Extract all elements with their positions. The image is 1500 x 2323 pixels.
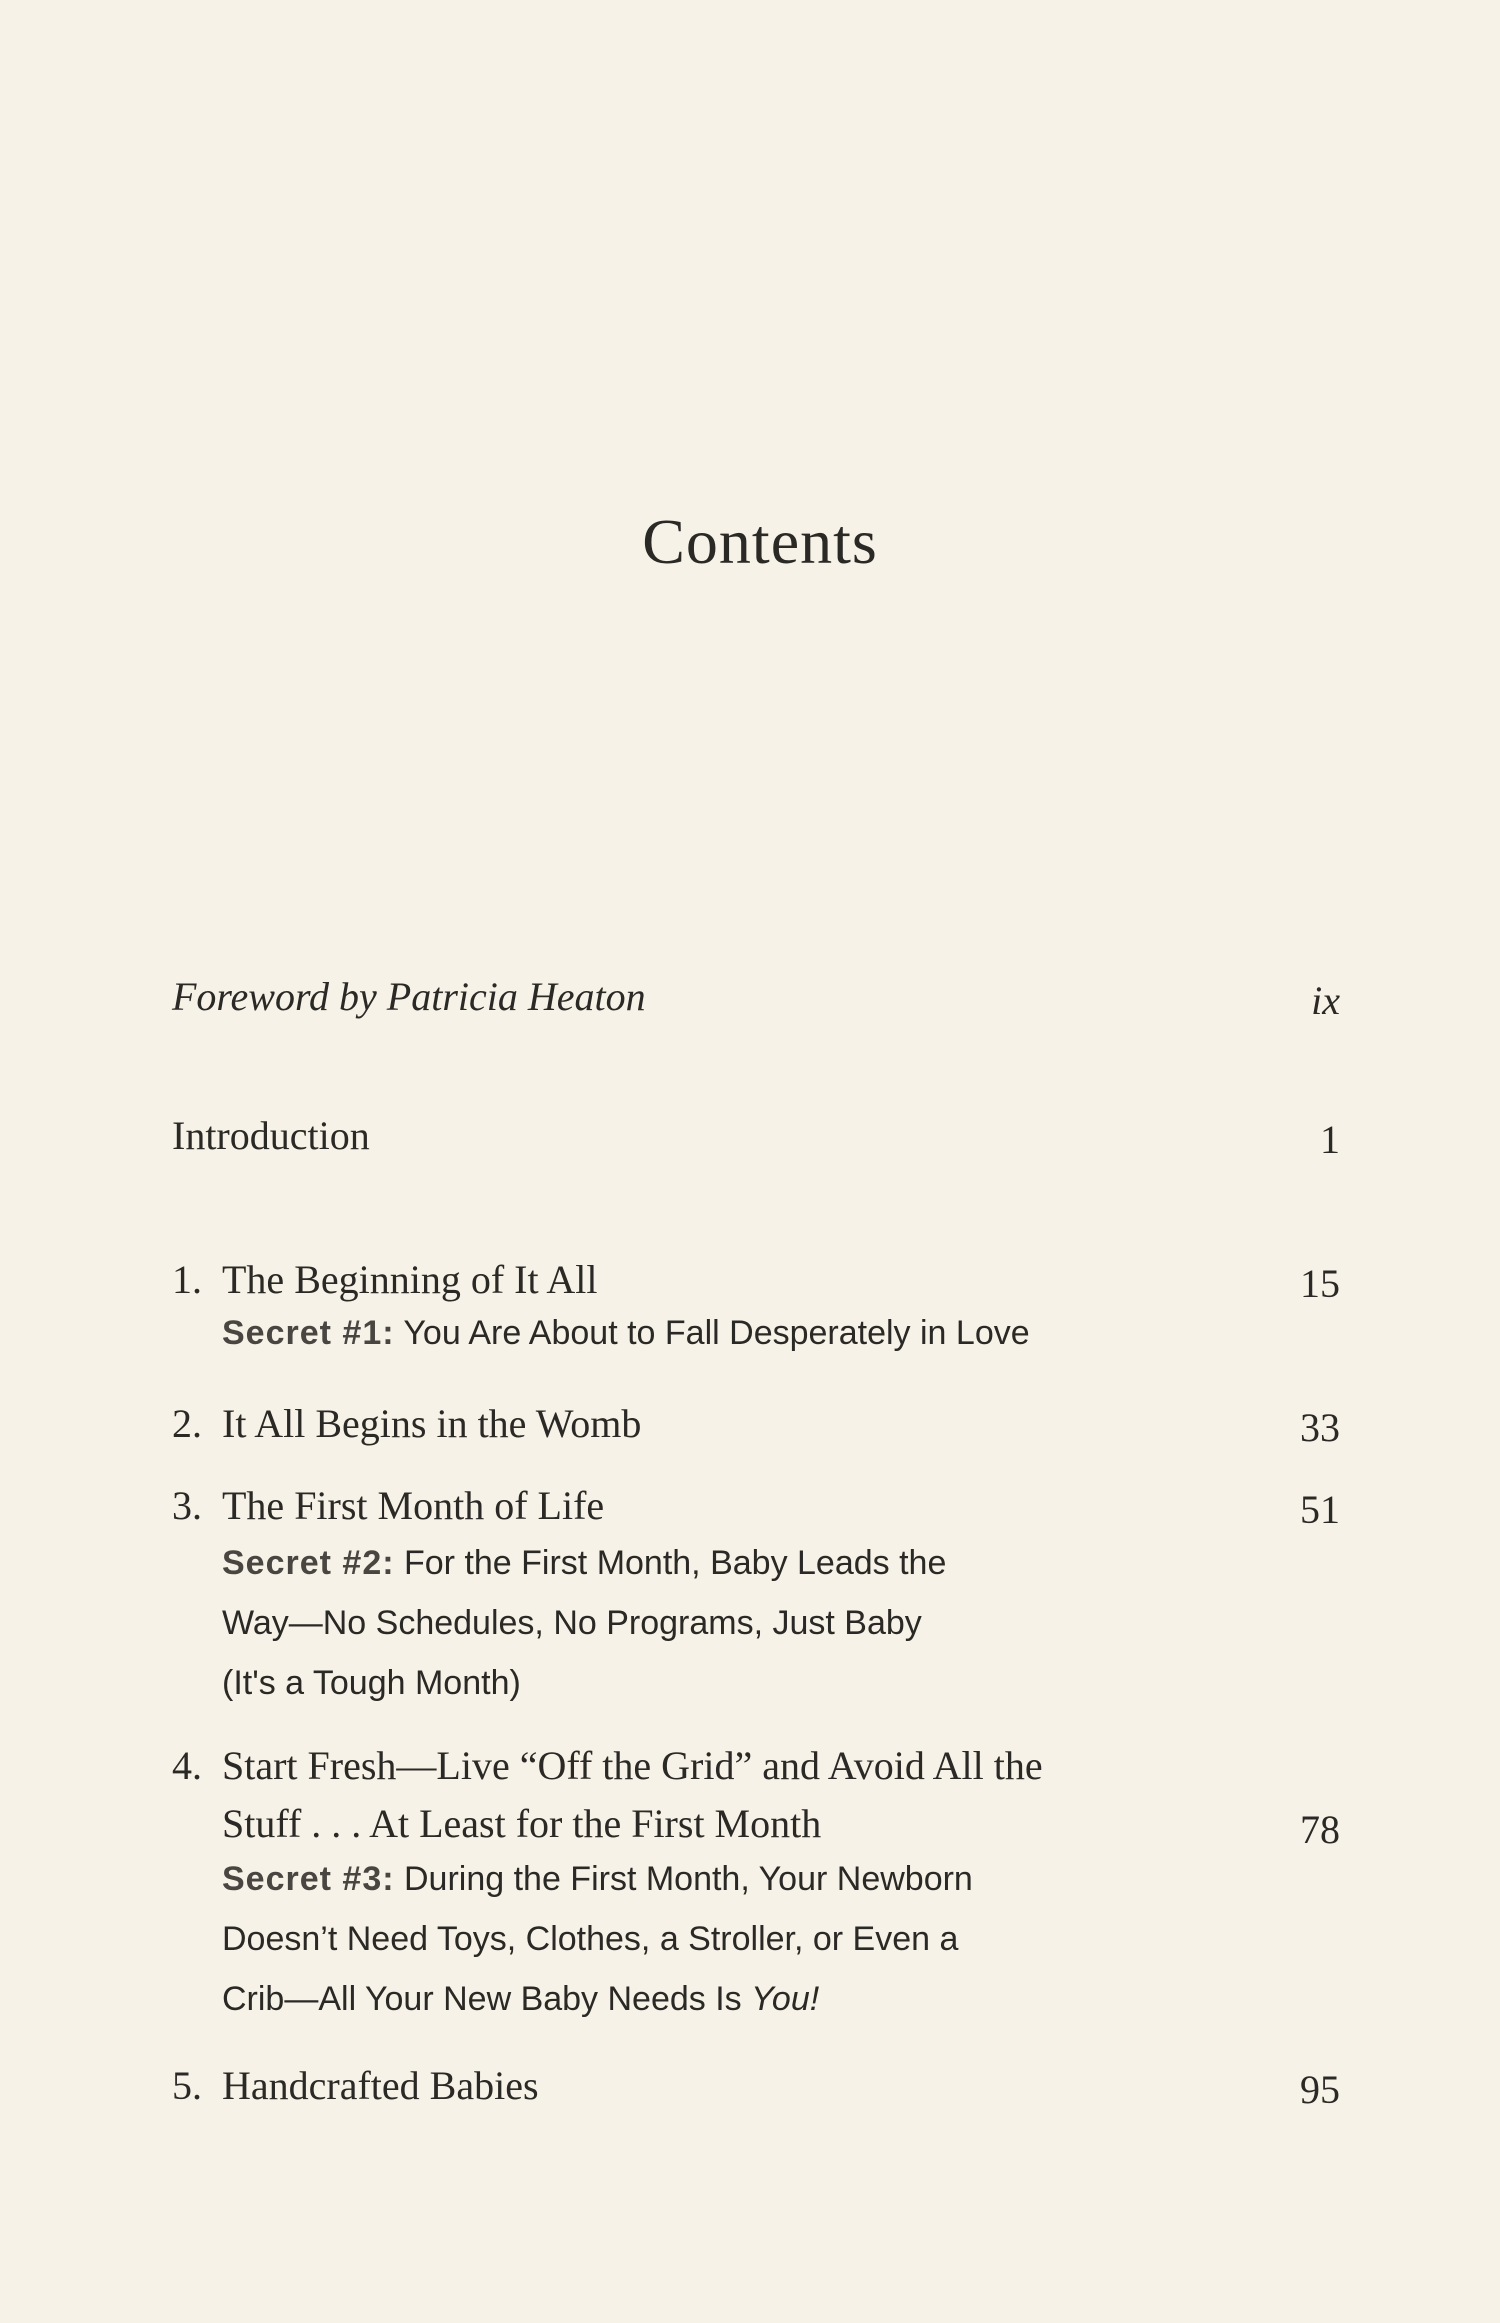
secret-line: For the First Month, Baby Leads the (394, 1544, 947, 1582)
secret-line: (It's a Tough Month) (222, 1664, 521, 1702)
chapter-title: The Beginning of It All (222, 1257, 598, 1302)
chapter-title: It All Begins in the Womb (222, 1401, 642, 1446)
page-number: ix (1311, 978, 1340, 1023)
entry-title: Introduction (172, 1113, 370, 1158)
page-number: 78 (1300, 1807, 1340, 1852)
chapter-title-line: Stuff . . . At Least for the First Month (222, 1801, 822, 1846)
chapter-title: Handcrafted Babies (222, 2063, 539, 2108)
chapter-title-line: Start Fresh—Live “Off the Grid” and Avoid All the (222, 1743, 1043, 1788)
secret-line: Way—No Schedules, No Programs, Just Baby (222, 1604, 922, 1642)
page-number: 1 (1320, 1117, 1340, 1162)
secret-line: Crib—All Your New Baby Needs Is (222, 1980, 752, 2018)
page-title: Contents (642, 506, 878, 577)
secret-label: Secret #3: (222, 1860, 395, 1898)
page-number: 33 (1300, 1405, 1340, 1450)
toc-entry-introduction (172, 1107, 1340, 1165)
chapter-number: 1. (172, 1257, 202, 1302)
secret-label: Secret #2: (222, 1544, 395, 1582)
secret-line: During the First Month, Your Newborn (394, 1860, 973, 1898)
page-number: 15 (1300, 1261, 1340, 1306)
chapter-number: 2. (172, 1401, 202, 1446)
chapter-secret (222, 1303, 1302, 1363)
page-number: 51 (1300, 1487, 1340, 1532)
secret-label: Secret #1: (222, 1314, 395, 1352)
chapter-number: 3. (172, 1483, 202, 1528)
chapter-number: 4. (172, 1743, 202, 1788)
entry-title: Foreword by Patricia Heaton (172, 974, 646, 1019)
chapter-secret (222, 1849, 1302, 2029)
chapter-number: 5. (172, 2063, 202, 2108)
secret-line: Doesn’t Need Toys, Clothes, a Stroller, or Even a (222, 1920, 959, 1958)
secret-emphasis: You! (751, 1980, 820, 2018)
chapter-secret (222, 1533, 1302, 1713)
page-number: 95 (1300, 2067, 1340, 2112)
chapter-title: The First Month of Life (222, 1483, 605, 1528)
secret-text: You Are About to Fall Desperately in Love (394, 1314, 1030, 1352)
toc-entry-foreword (172, 968, 1340, 1026)
